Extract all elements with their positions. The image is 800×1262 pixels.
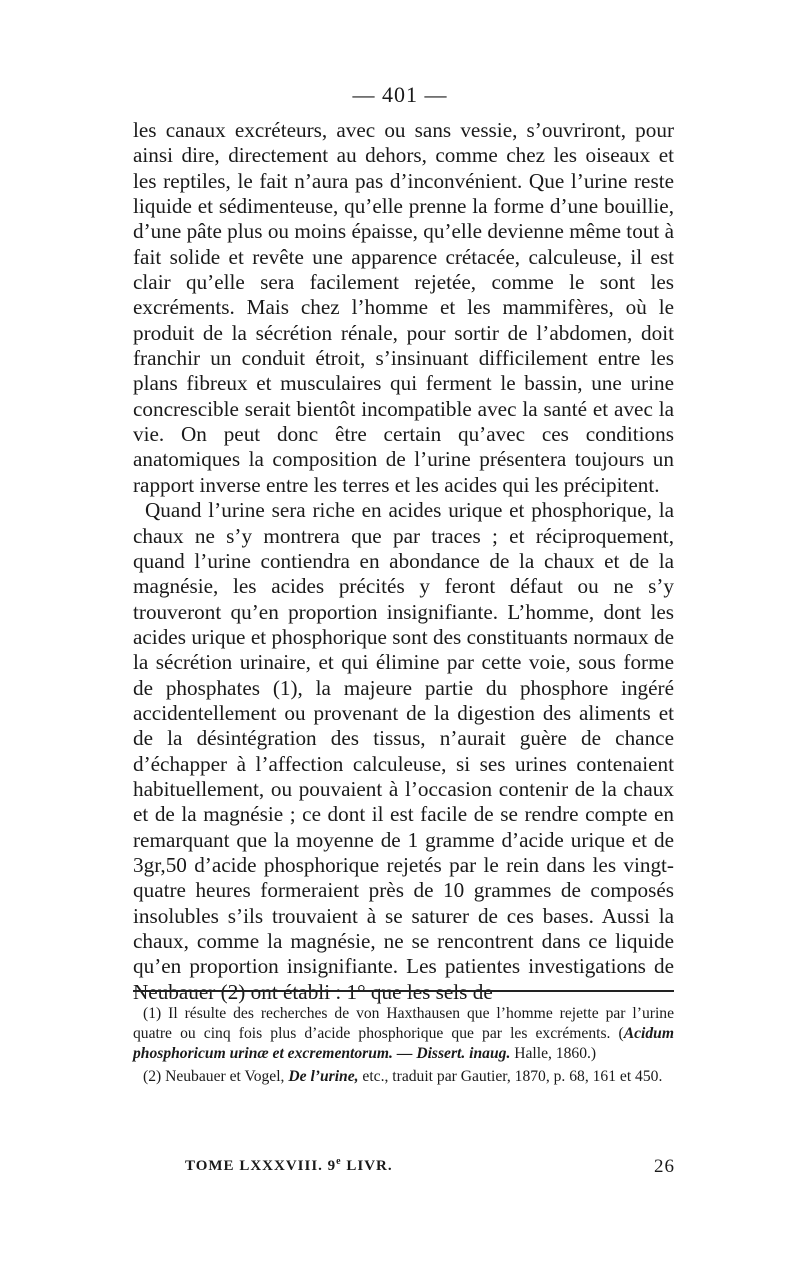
paragraph-1: les canaux excréteurs, avec ou sans vessie, s’ouvriront, pour ainsi dire, directement au dehors, comme chez les oiseaux et les reptiles, le fait n’aura pas d’inconvénient. Que l’urine reste liquide et sédimenteuse, qu’elle prenne la forme d’une bouillie, d’une pâte plus ou moins épaisse, qu’elle devienne même tout à fait solide et revête une apparence crétacée, calculeuse, il est clair qu’elle sera facilement rejetée, comme le sont les excréments. Mais chez l’homme et les mammifères, où le produit de la sécrétion rénale, pour sortir de l’abdomen, doit franchir un conduit étroit, s’insinuant difficilement entre les plans fibreux et musculaires qui ferment le bassin, une urine concrescible serait bientôt incompatible avec la santé et avec la vie. On peut donc être certain qu’avec ces conditions anatomiques la composition de l’urine présentera toujours un rapport inverse entre les terres et les acides qui les précipitent.: [133, 118, 674, 497]
footnote-2-title: De l’urine,: [288, 1067, 359, 1085]
footnote-2-text: (2) Neubauer et Vogel,: [143, 1067, 289, 1085]
footnote-1-end: Halle, 1860.): [510, 1045, 597, 1063]
footnote-1-title: Acidum phosphoricum urinæ et excrementorum. — Dissert. inaug.: [133, 1025, 674, 1063]
footnote-divider: [133, 990, 674, 992]
footer-tome: TOME LXXXVIII.: [185, 1158, 323, 1174]
footnotes: [133, 1004, 674, 1087]
footnote-1: [133, 1004, 674, 1065]
footnote-2: [133, 1067, 674, 1087]
paragraph-2: Quand l’urine sera riche en acides urique et phosphorique, la chaux ne s’y montrera que par traces ; et réciproquement, quand l’urine contiendra en abondance de la chaux et de la magnésie, les acides précités y feront défaut ou ne s’y trouveront qu’en proportion insignifiante. L’homme, dont les acides urique et phosphorique sont des constituants normaux de la sécrétion urinaire, et qui élimine par cette voie, sous forme de phosphates (1), la majeure partie du phosphore ingéré accidentellement ou provenant de la digestion des aliments et de la désintégration des tissus, n’aurait guère de chance d’échapper à l’affection calculeuse, si ses urines contenaient habituellement, ou pouvaient à l’occasion contenir de la chaux et de la magnésie ; ce dont il est facile de se rendre compte en remarquant que la moyenne de 1 gramme d’acide urique et de 3gr,50 d’acide phosphorique rejetés par le rein dans les vingt-quatre heures formeraient près de 10 grammes de composés insolubles s’ils trouvaient à se saturer de ces bases. Aussi la chaux, comme la magnésie, ne se rencontrent dans ce liquide qu’en proportion insignifiante. Les patientes investigations de Neubauer (2) ont établi : 1° que les sels de: [133, 498, 674, 1004]
footer-livr: LIVR.: [346, 1158, 393, 1174]
signature-mark: 26: [654, 1156, 675, 1177]
footer-livr-number: 9: [327, 1158, 337, 1174]
main-text: [133, 118, 674, 1005]
footer-livr-sup: e: [336, 1156, 342, 1167]
page-number-header: — 401 —: [352, 82, 448, 107]
page-footer: [185, 1156, 675, 1175]
footnote-2-end: etc., traduit par Gautier, 1870, p. 68, 161 et 450.: [358, 1067, 663, 1085]
footnote-1-text: (1) Il résulte des recherches de von Haxthausen que l’homme rejette par l’urine quatre ou cinq fois plus d’acide phosphorique que par les excréments. (: [133, 1005, 674, 1043]
